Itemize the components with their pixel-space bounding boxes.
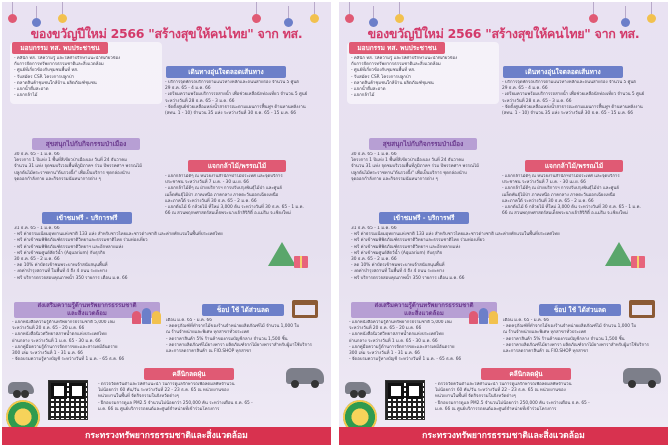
section-heading: มอบกรรม ทส. พบประชาชน [12, 42, 108, 54]
section-heading: ช็อป ใช้ ได้ส่วนลด [202, 304, 284, 316]
section-text: เดือน ม.ค. 65 - ม.ค. 66 - ลดครุภัณฑ์ที่ทำจากไม้ของร้านจำหน่ายผลิตภัณฑ์ไม้ จำนวน 1,000 ใบ ณ ร้านจำหน่ายและพิเศษ ทุกสาขาทั่วประเทศ - ลดราคาสินค้า 5% ร้านค้าของกรมบัญชีกลาง จำนวน 1,500 ชิ้น - ลดราคาผลิตภัณฑ์ไม้ยางพารา ผลิตภัณฑ์จากไม้ยางพาราสำหรับผู้มาใช้บริการ และการลดราคาสินค้า ณ FIO.SHOP ทุกสาขา [503, 318, 649, 355]
tree-icon [268, 242, 296, 266]
section-heading: คลีนิกลดฝุ่น [481, 368, 571, 380]
gift-icon [294, 256, 308, 268]
section-heading: มอบกรรม ทส. พบประชาชน [349, 42, 445, 54]
qr-code [385, 380, 425, 420]
section-heading: เข้าชมฟรี - บริการฟรี [42, 212, 132, 224]
gift-icon [631, 256, 645, 268]
ornament-icon [647, 14, 656, 23]
ornament-icon [589, 14, 598, 23]
section-heading: ส่งเสริมความรู้ด้านทรัพยากรธรรมชาติ และสิ่งแวดล้อม [351, 302, 497, 318]
section-heading: แจกกล้าไม้/พรรณไม้ [188, 160, 286, 172]
section-text: - แจกหนังสือความรู้ด้านทรัพยากรธรรมชาติ 5,000 เล่ม ระหว่างวันที่ 20 ธ.ค. 65 - 20 ม.ค. 66 - แจกหนังสือนิเวศวิทยาสภาพน้ำตกแห่งประเทศไทย ย่านกลาง ระหว่างวันที่ 1 ม.ค. 65 - 30 ม.ค. 66 - แจกคู่มือความรู้ด้านการจัดการขยะและสารเคมีอันตราย 300 เล่ม ระหว่างวันที่ 1 - 31 ม.ค. 66 - จัดอบรมความรู้ทางบัญชี ระหว่างวันที่ 1 ม.ค. - 65 ธ.ค. 66 [12, 320, 125, 363]
section-text: 30 ธ.ค. 65 - 1 ม.ค. 66 โครงการ 1 ปีแห่ง 1 พื้นที่สีเขียวป่าเมืองเอง วันที่ 24 ธันวาคม จำนวน 31 แห่ง จุดชมบริเวณพื้นที่ภูมิภาคฯ ร่วม ปีพรรคศาฯ พรรณไม้ ปลูกต้นไม้พระราชทาน"ต้นรวงผึ้ง" เพื่อเป็นบริการ ชุดกล่องนำบ จุดออกกำลังกาย และกิจกรรมนันทนาการต่าง ๆ [351, 152, 479, 182]
poster-right [339, 2, 668, 445]
ornament-icon [310, 14, 319, 23]
car-icon [345, 382, 371, 394]
poster-title: ของขวัญปีใหม่ 2566 "สร้างสุขให้คนไทย" จาก ทส. [30, 26, 303, 41]
ornament-icon [58, 14, 67, 23]
poster-title: ของขวัญปีใหม่ 2566 "สร้างสุขให้คนไทย" จาก ทส. [367, 26, 640, 41]
section-heading: ช็อป ใช้ ได้ส่วนลด [539, 304, 621, 316]
car-icon [8, 382, 34, 394]
section-heading: เดินทางอุ่นใจตลอดเส้นทาง [166, 66, 286, 78]
chair-icon [292, 300, 318, 318]
section-text: - แจกกล้าไม้ดีๆ ณ หน่วยงานสำนักฯป่าไม้ประเทศ และจุดบริการ ประชาชน ระหว่างวันที่ 7 ม.ค. - 30 เม.ย. 66 - แจกกล้าไม้ดีๆ ณ ฝ่ายบริการฯ การปรับปรุงพันธุ์ไม้ป่า และศูนย์ เมล็ดพันธุ์ไม้ป่า ภาคเหนือ ภาคกลาง ภาคตะวันออกเฉียงเหนือ และภาคใต้ ระหว่างวันที่ 30 ธ.ค. 65 - 2 ม.ค. 66 - แจกต้นไม้ 6 กล้วยไม้ ที่ใหม่ 3,000 ต้น ระหว่างวันที่ 30 ธ.ค. 65 - 1 ม.ค. 66 ณ สวนพฤกษศาสตร์สมเด็จพระนางเจ้าสิริกิติ์ อ.แม่ริม จ.เชียงใหม่ [502, 174, 641, 217]
footer-banner: กระทรวงทรัพยากรธรรมชาติและสิ่งแวดล้อม [2, 427, 331, 445]
section-heading: แจกกล้าไม้/พรรณไม้ [525, 160, 623, 172]
section-text: - แจกกล้าไม้ดีๆ ณ หน่วยงานสำนักฯป่าไม้ประเทศ และจุดบริการ ประชาชน ระหว่างวันที่ 7 ม.ค. - 30 เม.ย. 66 - แจกกล้าไม้ดีๆ ณ ฝ่ายบริการฯ การปรับปรุงพันธุ์ไม้ป่า และศูนย์ เมล็ดพันธุ์ไม้ป่า ภาคเหนือ ภาคกลาง ภาคตะวันออกเฉียงเหนือ และภาคใต้ ระหว่างวันที่ 30 ธ.ค. 65 - 2 ม.ค. 66 - แจกต้นไม้ 6 กล้วยไม้ ที่ใหม่ 3,000 ต้น ระหว่างวันที่ 30 ธ.ค. 65 - 1 ม.ค. 66 ณ สวนพฤกษศาสตร์สมเด็จพระนางเจ้าสิริกิติ์ อ.แม่ริม จ.เชียงใหม่ [165, 174, 304, 217]
ornament-icon [252, 14, 261, 23]
section-text: - คลินิก ทส. ให้ความรู้ และให้คำปรึกษาแนะนำที่เกี่ยวข้อง กับการจัดการทรัพยากรธรรมชาติและสิ่งแวดล้อม - ศูนย์ที่เกี่ยวข้องกับชุมชนพื้นที่ ทส. - รับสมัคร CSR โครงการปลูกป่า - ตลาดสินค้าชุมชนใกล้บ้าน ผลิตภัณฑ์ชุมชน - แจกน้ำดื่มสะอาด - แจกกล้าไม้ [14, 56, 121, 99]
section-text: - ตรวจวัดควันดำและให้คำแนะนำ ในการดูแลรักษารถเพื่อลดมลพิษจำนวน ไม่น้อยกว่า 60 คัน/วัน ระหว่างวันที่ 22 - 23 ธ.ค. 65 ณ หน่วยงานของ หน่วยงานในพื้นที่ จัดกิจกรรมในจังหวัดต่างๆ - ฝึกอบรมการดูแล PM2.5 จำนวนไม่น้อยกว่า 250,000 คัน ระหว่างเดือน ธ.ค. 65 - ม.ค. 66 ณ ศูนย์บริการรถยนต์และศูนย์จำหน่ายที่เข้าร่วมโครงการ [435, 382, 590, 412]
section-text: - ตรวจวัดควันดำและให้คำแนะนำ ในการดูแลรักษารถเพื่อลดมลพิษจำนวน ไม่น้อยกว่า 60 คัน/วัน ระหว่างวันที่ 22 - 23 ธ.ค. 65 ณ หน่วยงานของ หน่วยงานในพื้นที่ จัดกิจกรรมในจังหวัดต่างๆ - ฝึกอบรมการดูแล PM2.5 จำนวนไม่น้อยกว่า 250,000 คัน ระหว่างเดือน ธ.ค. 65 - ม.ค. 66 ณ ศูนย์บริการรถยนต์และศูนย์จำหน่ายที่เข้าร่วมโครงการ [98, 382, 253, 412]
section-text: 31 ธ.ค. 65 - 1 ม.ค. 66 - ฟรี ค่าธรรมเนียมอุทยานแห่งชาติ 133 แห่ง สำหรับชาวไทยและชาวต่างชาติ และค่ายพักแรมในพื้นที่ประเทศไทย - ฟรี ค่าเข้าชมพิพิธภัณฑ์ธรรมชาติวิทยาและธรรมชาติไทย ร่วมท่องเที่ยว - ฟรี ค่าเข้าชมพิพิธภัณฑ์ธรรมชาติวิทยาฯ และอีกหลายแห่ง - ฟรี ค่าเข้าชมศูนย์สัตว์น้ำ (Aquarium) กับธุรกิจ 30 ธ.ค. 65 - 2 ม.ค. 66 - ลด 10% ค่าบัตรเข้าชมพระบาทเจ้าสนับสนุนพื้นที่ - งดค่าบำรุงสถานที่ ในพื้นที่ 4 ถึง 4 ถนน ระยะทาง - ฟรี บริการตรวจสอบคุณภาพน้ำ 350 รายการ เดือน ม.ค. 66 [351, 226, 560, 281]
tree-icon [605, 242, 633, 266]
section-text: - บริการจุดพักรถบริการตามแนวทางหลักและถนนสายรอง จำนวน 5 ศูนย์ 29 ธ.ค. 65 - 4 ม.ค. 66 - เตรียมความพร้อมบริการรถสายน้ำ เพื่อช่วยเหลือนักท่องเที่ยว จำนวน 5 ศูนย์ ระหว่างวันที่ 28 ธ.ค. 65 - 3 ม.ค. 66 - จัดตั้งศูนย์ช่วยเหลือแหล่งน้ำสาธารณะตามแผนการฟื้นฟูฯ ต้านทานพลังงาน (สทน. 1 - 10) จำนวน 35 แห่ง ระหว่างวันที่ 30 ธ.ค. 65 - 15 ม.ค. 66 [502, 80, 645, 117]
ornament-icon [395, 14, 404, 23]
section-heading: ส่งเสริมความรู้ด้านทรัพยากรธรรมชาติ และสิ่งแวดล้อม [14, 302, 160, 318]
ornament-icon [8, 14, 17, 23]
ornament-icon [345, 14, 354, 23]
section-heading: เดินทางอุ่นใจตลอดเส้นทาง [503, 66, 623, 78]
section-heading: สุขสนุกไปกับกิจกรรมป่าเมือง [369, 138, 477, 150]
section-text: 31 ธ.ค. 65 - 1 ม.ค. 66 - ฟรี ค่าธรรมเนียมอุทยานแห่งชาติ 133 แห่ง สำหรับชาวไทยและชาวต่างชาติ และค่ายพักแรมในพื้นที่ประเทศไทย - ฟรี ค่าเข้าชมพิพิธภัณฑ์ธรรมชาติวิทยาและธรรมชาติไทย ร่วมท่องเที่ยว - ฟรี ค่าเข้าชมพิพิธภัณฑ์ธรรมชาติวิทยาฯ และอีกหลายแห่ง - ฟรี ค่าเข้าชมศูนย์สัตว์น้ำ (Aquarium) กับธุรกิจ 30 ธ.ค. 65 - 2 ม.ค. 66 - ลด 10% ค่าบัตรเข้าชมพระบาทเจ้าสนับสนุนพื้นที่ - งดค่าบำรุงสถานที่ ในพื้นที่ 4 ถึง 4 ถนน ระยะทาง - ฟรี บริการตรวจสอบคุณภาพน้ำ 350 รายการ เดือน ม.ค. 66 [14, 226, 223, 281]
section-heading: เข้าชมฟรี - บริการฟรี [379, 212, 469, 224]
section-text: - แจกหนังสือความรู้ด้านทรัพยากรธรรมชาติ 5,000 เล่ม ระหว่างวันที่ 20 ธ.ค. 65 - 20 ม.ค. 66 - แจกหนังสือนิเวศวิทยาสภาพน้ำตกแห่งประเทศไทย ย่านกลาง ระหว่างวันที่ 1 ม.ค. 65 - 30 ม.ค. 66 - แจกคู่มือความรู้ด้านการจัดการขยะและสารเคมีอันตราย 300 เล่ม ระหว่างวันที่ 1 - 31 ม.ค. 66 - จัดอบรมความรู้ทางบัญชี ระหว่างวันที่ 1 ม.ค. - 65 ธ.ค. 66 [349, 320, 462, 363]
section-heading: คลีนิกลดฝุ่น [144, 368, 234, 380]
section-heading: สุขสนุกไปกับกิจกรรมป่าเมือง [32, 138, 140, 150]
section-text: เดือน ม.ค. 65 - ม.ค. 66 - ลดครุภัณฑ์ที่ทำจากไม้ของร้านจำหน่ายผลิตภัณฑ์ไม้ จำนวน 1,000 ใบ ณ ร้านจำหน่ายและพิเศษ ทุกสาขาทั่วประเทศ - ลดราคาสินค้า 5% ร้านค้าของกรมบัญชีกลาง จำนวน 1,500 ชิ้น - ลดราคาผลิตภัณฑ์ไม้ยางพารา ผลิตภัณฑ์จากไม้ยางพาราสำหรับผู้มาใช้บริการ และการลดราคาสินค้า ณ FIO.SHOP ทุกสาขา [166, 318, 312, 355]
footer-banner: กระทรวงทรัพยากรธรรมชาติและสิ่งแวดล้อม [339, 427, 668, 445]
section-text: - คลินิก ทส. ให้ความรู้ และให้คำปรึกษาแนะนำที่เกี่ยวข้อง กับการจัดการทรัพยากรธรรมชาติและสิ่งแวดล้อม - ศูนย์ที่เกี่ยวข้องกับชุมชนพื้นที่ ทส. - รับสมัคร CSR โครงการปลูกป่า - ตลาดสินค้าชุมชนใกล้บ้าน ผลิตภัณฑ์ชุมชน - แจกน้ำดื่มสะอาด - แจกกล้าไม้ [351, 56, 458, 99]
chair-icon [629, 300, 655, 318]
section-text: - บริการจุดพักรถบริการตามแนวทางหลักและถนนสายรอง จำนวน 5 ศูนย์ 29 ธ.ค. 65 - 4 ม.ค. 66 - เตรียมความพร้อมบริการรถสายน้ำ เพื่อช่วยเหลือนักท่องเที่ยว จำนวน 5 ศูนย์ ระหว่างวันที่ 28 ธ.ค. 65 - 3 ม.ค. 66 - จัดตั้งศูนย์ช่วยเหลือแหล่งน้ำสาธารณะตามแผนการฟื้นฟูฯ ต้านทานพลังงาน (สทน. 1 - 10) จำนวน 35 แห่ง ระหว่างวันที่ 30 ธ.ค. 65 - 15 ม.ค. 66 [165, 80, 308, 117]
qr-code [48, 380, 88, 420]
section-text: 30 ธ.ค. 65 - 1 ม.ค. 66 โครงการ 1 ปีแห่ง 1 พื้นที่สีเขียวป่าเมืองเอง วันที่ 24 ธันวาคม จำนวน 31 แห่ง จุดชมบริเวณพื้นที่ภูมิภาคฯ ร่วม ปีพรรคศาฯ พรรณไม้ ปลูกต้นไม้พระราชทาน"ต้นรวงผึ้ง" เพื่อเป็นบริการ ชุดกล่องนำบ จุดออกกำลังกาย และกิจกรรมนันทนาการต่าง ๆ [14, 152, 142, 182]
poster-left [2, 2, 331, 445]
